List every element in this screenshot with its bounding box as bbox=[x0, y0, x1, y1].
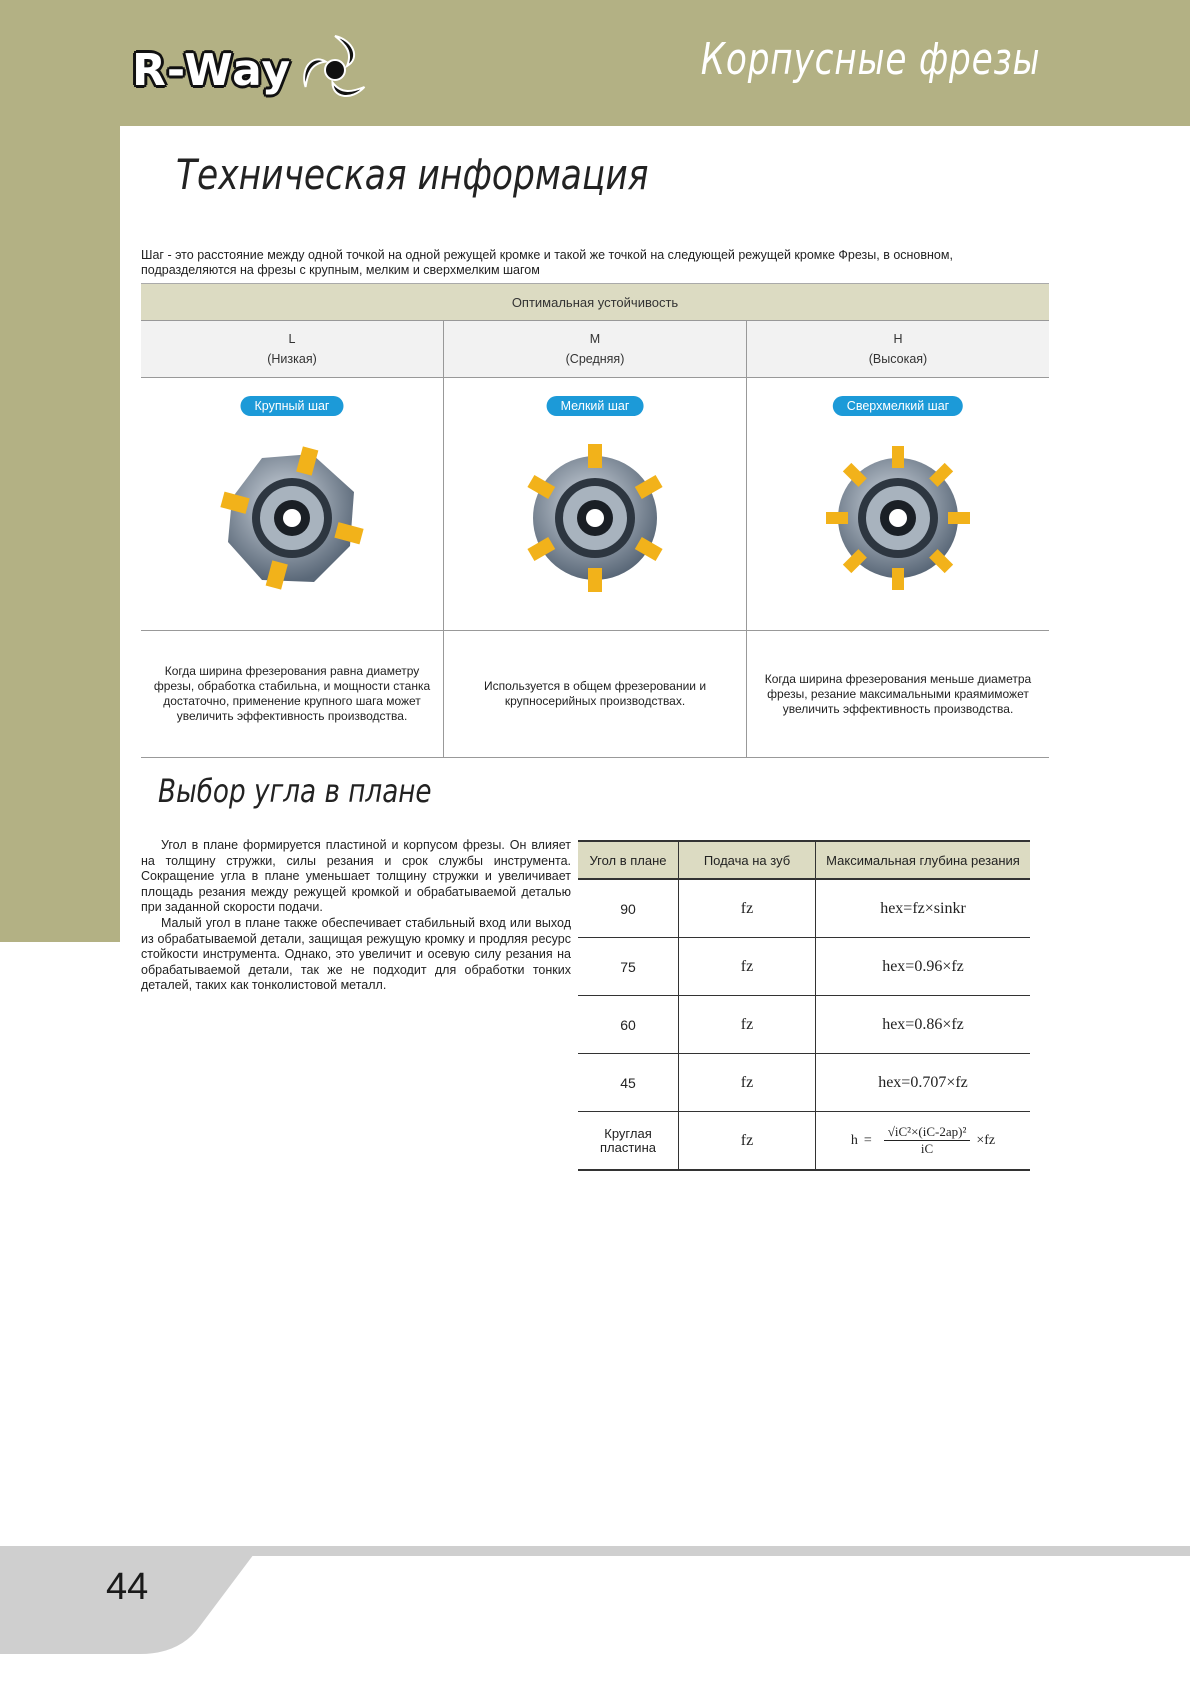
round-insert-formula: h = $\frac{\text{√iC²×(iC-2ap)²}}{iC}$ ×fz bbox=[850, 1124, 996, 1156]
extra-fine-pitch-cell bbox=[746, 378, 1049, 630]
feed-cell: fz bbox=[679, 996, 816, 1054]
formula-h: h bbox=[850, 1132, 858, 1148]
extra-fine-pitch-badge: Сверхмелкий шаг bbox=[833, 396, 963, 416]
feed-cell: fz bbox=[679, 938, 816, 996]
section-title: Корпусные фрезы bbox=[700, 34, 1040, 85]
logo-blade-icon bbox=[295, 30, 375, 110]
stability-levels bbox=[141, 321, 1049, 378]
formula-numerator: √iC²×(iC-2ap)² bbox=[884, 1124, 971, 1141]
level-medium bbox=[443, 321, 746, 377]
page-title: Техническая информация bbox=[176, 150, 649, 199]
level-name: (Средняя) bbox=[565, 352, 625, 366]
pitch-table-header: Оптимальная устойчивость bbox=[141, 283, 1049, 321]
level-name: (Низкая) bbox=[267, 352, 317, 366]
pitch-table bbox=[141, 283, 1049, 758]
depth-cell: hex=0.96×fz bbox=[816, 938, 1031, 996]
table-row bbox=[578, 996, 1030, 1054]
angle-cell: 75 bbox=[578, 938, 679, 996]
intro-text: Шаг - это расстояние между одной точкой на одной режущей кромке и такой же точкой на следующей режущей кромке Фрезы, в основном, подразделяются на фрезы с крупным, мелким и сверхмелким шагом bbox=[141, 248, 953, 277]
table-row bbox=[578, 938, 1030, 996]
level-low bbox=[141, 321, 443, 377]
formula-tail: ×fz bbox=[976, 1132, 996, 1148]
angle-cell: 45 bbox=[578, 1054, 679, 1112]
coarse-pitch-cutter-image bbox=[212, 438, 372, 598]
level-name: (Высокая) bbox=[868, 352, 928, 366]
column-header: Угол в плане bbox=[578, 841, 679, 879]
feed-cell: fz bbox=[679, 1054, 816, 1112]
depth-cell bbox=[816, 1112, 1031, 1171]
angle-table bbox=[578, 840, 1030, 1171]
table-row bbox=[578, 1112, 1030, 1171]
depth-cell: hex=0.86×fz bbox=[816, 996, 1031, 1054]
angle-cell: Круглая пластина bbox=[578, 1112, 679, 1171]
feed-cell: fz bbox=[679, 1112, 816, 1171]
depth-cell: hex=0.707×fz bbox=[816, 1054, 1031, 1112]
column-header: Подача на зуб bbox=[679, 841, 816, 879]
fine-pitch-cutter-image bbox=[515, 438, 675, 598]
depth-cell: hex=fz×sinkr bbox=[816, 879, 1031, 938]
extra-fine-pitch-description: Когда ширина фрезерования меньше диаметра фрезы, резание максимальными краямиможет увеличить эффективность производства. bbox=[746, 631, 1049, 757]
angle-section-title: Выбор угла в плане bbox=[158, 772, 432, 810]
level-code: M bbox=[589, 332, 601, 346]
coarse-pitch-badge: Крупный шаг bbox=[241, 396, 344, 416]
fine-pitch-description: Используется в общем фрезеровании и крупносерийных производствах. bbox=[443, 631, 746, 757]
coarse-pitch-cell bbox=[141, 378, 443, 630]
sidebar-band bbox=[0, 126, 120, 942]
feed-cell: fz bbox=[679, 879, 816, 938]
angle-cell: 90 bbox=[578, 879, 679, 938]
logo-text: R-Way bbox=[132, 44, 292, 96]
column-header: Максимальная глубина резания bbox=[816, 841, 1031, 879]
paragraph: Малый угол в плане также обеспечивает стабильный вход или выход из обрабатываемой детали, защищая режущую кромку и продляя ресурс стойкости инструмента. Однако, это увеличит и осевую силу резания на обрабатываемой детали, так же не подходит для обработки тонких деталей, таких как тонколистовой металл. bbox=[141, 915, 571, 993]
table-row bbox=[578, 1054, 1030, 1112]
fine-pitch-badge: Мелкий шаг bbox=[547, 396, 644, 416]
coarse-pitch-description: Когда ширина фрезерования равна диаметру фрезы, обработка стабильна, и мощности станка достаточно, применение крупного шага может увеличить эффективность производства. bbox=[153, 664, 431, 723]
angle-cell: 60 bbox=[578, 996, 679, 1054]
extra-fine-pitch-cutter-image bbox=[818, 438, 978, 598]
angle-section-text bbox=[141, 838, 571, 994]
logo bbox=[132, 30, 375, 110]
table-row bbox=[578, 879, 1030, 938]
level-code: H bbox=[893, 332, 903, 346]
cutter-images-row bbox=[141, 378, 1049, 631]
footer-page-tab bbox=[0, 1546, 1190, 1656]
formula-fraction bbox=[884, 1124, 971, 1157]
level-code: L bbox=[288, 332, 296, 346]
level-high bbox=[746, 321, 1049, 377]
paragraph: Угол в плане формируется пластиной и корпусом фрезы. Он влияет на толщину стружки, силы резания и срок службы инструмента. Сокращение угла в плане уменьшает толщину стружки и увеличивает площадь резания между режущей кромкой и обрабатываемой деталью при заданной скорости подачи. bbox=[141, 838, 571, 915]
pitch-descriptions bbox=[141, 631, 1049, 758]
fine-pitch-cell bbox=[443, 378, 746, 630]
page-number: 44 bbox=[106, 1566, 149, 1608]
formula-denominator: iC bbox=[920, 1141, 934, 1156]
